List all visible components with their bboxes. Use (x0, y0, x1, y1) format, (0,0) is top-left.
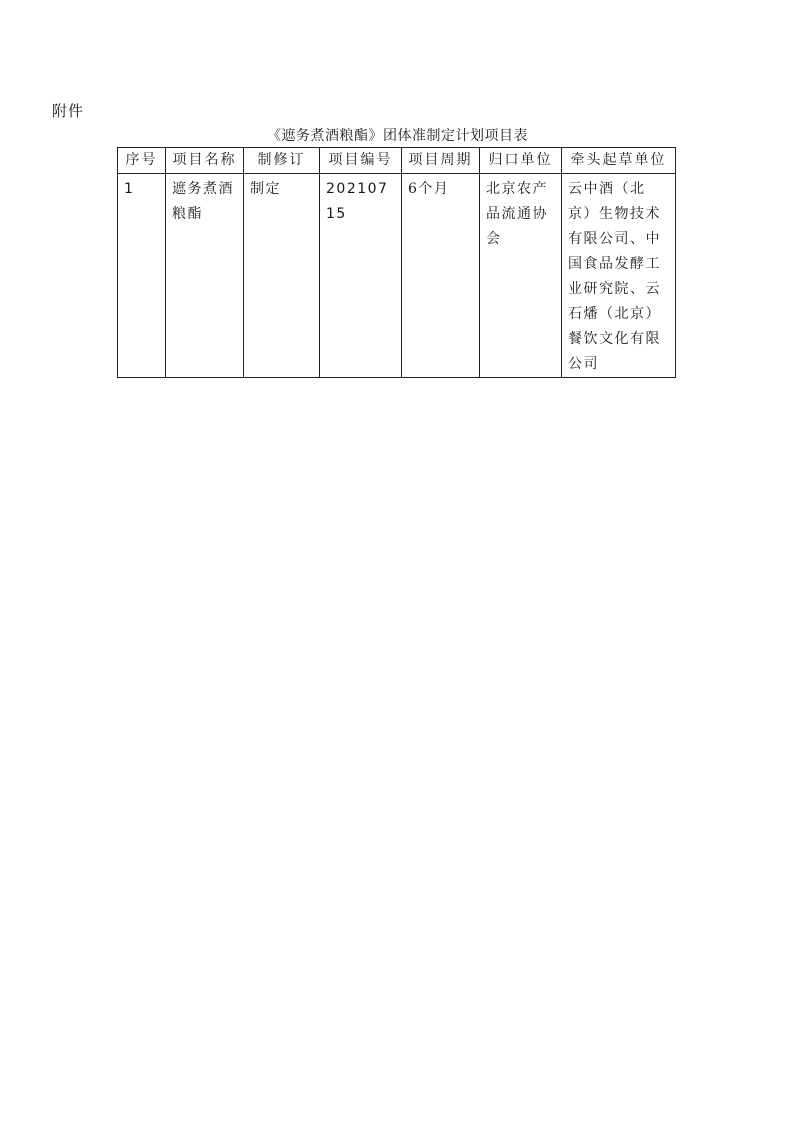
header-index: 序号 (118, 148, 166, 174)
cell-responsible-unit: 北京农产品流通协会 (480, 174, 562, 378)
header-revision-type: 制修订 (244, 148, 320, 174)
cell-project-code: 20210715 (320, 174, 402, 378)
table-row (118, 174, 676, 378)
header-lead-drafters: 牵头起草单位 (562, 148, 676, 174)
document-title: 《遮务煮酒粮酯》团体准制定计划项目表 (267, 128, 528, 144)
cell-index: 1 (118, 174, 166, 378)
header-responsible-unit: 归口单位 (480, 148, 562, 174)
cell-revision-type: 制定 (244, 174, 320, 378)
cell-cycle: 6个月 (402, 174, 480, 378)
attachment-label: 附件 (52, 102, 85, 120)
cell-project-name: 遮务煮酒粮酯 (166, 174, 244, 378)
header-project-code: 项目编号 (320, 148, 402, 174)
cell-lead-drafters: 云中酒（北京）生物技术有限公司、中国食品发酵工业研究院、云石燔（北京）餐饮文化有限公司 (562, 174, 676, 378)
header-cycle: 项目周期 (402, 148, 480, 174)
project-plan-table (117, 147, 676, 378)
header-project-name: 项目名称 (166, 148, 244, 174)
table-header-row (118, 148, 676, 174)
